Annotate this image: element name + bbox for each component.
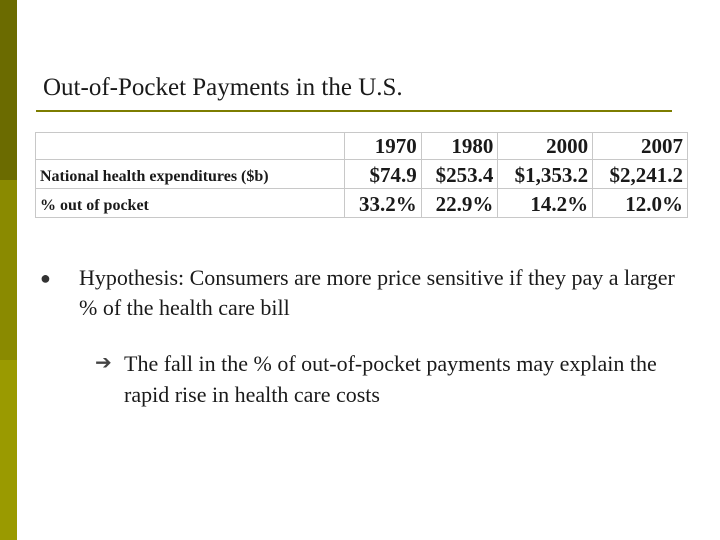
row-label: National health expenditures ($b): [36, 160, 345, 189]
table-cell: $1,353.2: [498, 160, 593, 189]
table-cell: 33.2%: [345, 189, 422, 218]
bullet-circle-icon: ●: [40, 268, 51, 288]
table-cell: 14.2%: [498, 189, 593, 218]
left-stripe-middle: [0, 180, 17, 360]
left-stripe-top: [0, 0, 17, 180]
year-header: 2000: [498, 133, 593, 160]
arrow-bullet-icon: ➔: [95, 352, 112, 374]
table-cell: $74.9: [345, 160, 422, 189]
data-table: [35, 132, 688, 218]
table-row: [36, 189, 688, 218]
table-cell: 12.0%: [593, 189, 688, 218]
table-cell: $2,241.2: [593, 160, 688, 189]
bullet-explanation: The fall in the % of out-of-pocket payments may explain the rapid rise in health care costs: [124, 351, 657, 407]
left-stripe-bottom: [0, 360, 17, 540]
slide-title: Out-of-Pocket Payments in the U.S.: [43, 74, 403, 101]
table-cell: 22.9%: [421, 189, 498, 218]
year-header: 1980: [421, 133, 498, 160]
year-header: 1970: [345, 133, 422, 160]
row-label: % out of pocket: [36, 189, 345, 218]
bullet-hypothesis: Hypothesis: Consumers are more price sensitive if they pay a larger % of the health care bill: [79, 265, 675, 320]
table-cell: $253.4: [421, 160, 498, 189]
table-header-row: [36, 133, 688, 160]
header-label-cell: [36, 133, 345, 160]
table-row: [36, 160, 688, 189]
year-header: 2007: [593, 133, 688, 160]
title-underline: [36, 110, 672, 112]
